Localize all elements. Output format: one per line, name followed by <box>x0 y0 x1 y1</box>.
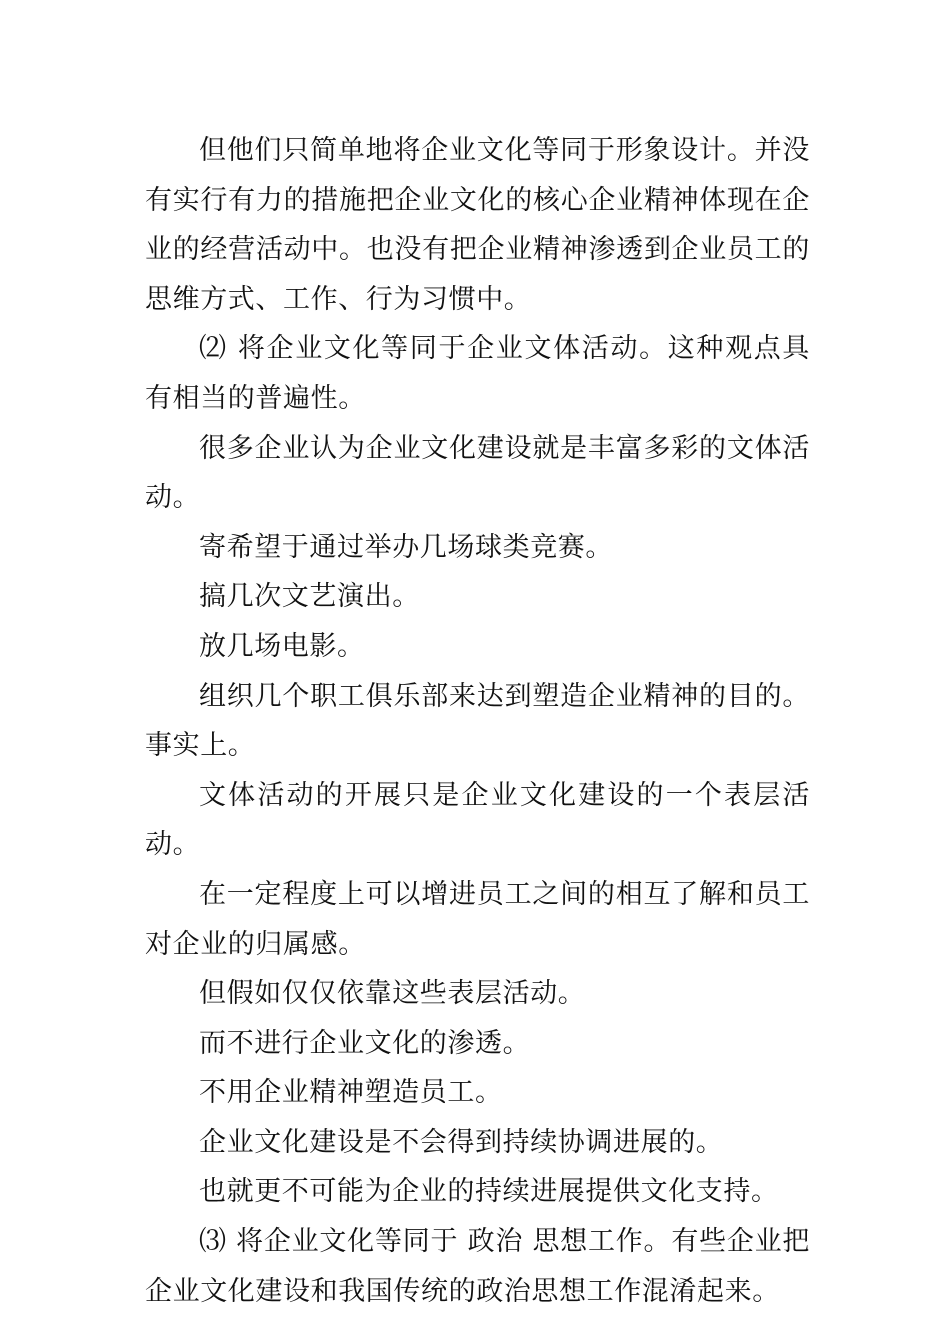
paragraph: 在一定程度上可以增进员工之间的相互了解和员工对企业的归属感。 <box>145 878 810 960</box>
paragraph: ⑶ 将企业文化等同于 政治 思想工作。有些企业把企业文化建设和我国传统的政治思想工作混淆起来。 <box>145 1226 810 1307</box>
document-body <box>145 126 810 1316</box>
paragraph: 文体活动的开展只是企业文化建设的一个表层活动。 <box>145 779 810 861</box>
paragraph: 但他们只简单地将企业文化等同于形象设计。并没有实行有力的措施把企业文化的核心企业精神体现在企业的经营活动中。也没有把企业精神渗透到企业员工的思维方式、工作、行为习惯中。 <box>145 135 810 315</box>
paragraph: 但假如仅仅依靠这些表层活动。 <box>199 978 586 1010</box>
paragraph: 寄希望于通过举办几场球类竞赛。 <box>199 531 613 563</box>
paragraph: 不用企业精神塑造员工。 <box>199 1077 503 1109</box>
paragraph: ⑵ 将企业文化等同于企业文体活动。这种观点具有相当的普遍性。 <box>145 333 810 414</box>
paragraph: 而不进行企业文化的渗透。 <box>199 1027 531 1059</box>
paragraph: 很多企业认为企业文化建设就是丰富多彩的文体活动。 <box>145 432 810 514</box>
paragraph: 组织几个职工俱乐部来达到塑造企业精神的目的。事实上。 <box>145 680 810 762</box>
paragraph: 放几场电影。 <box>199 630 365 662</box>
paragraph: 企业文化建设是不会得到持续协调进展的。 <box>199 1126 724 1158</box>
paragraph: 搞几次文艺演出。 <box>199 581 420 613</box>
paragraph: 也就更不可能为企业的持续进展提供文化支持。 <box>199 1176 779 1208</box>
